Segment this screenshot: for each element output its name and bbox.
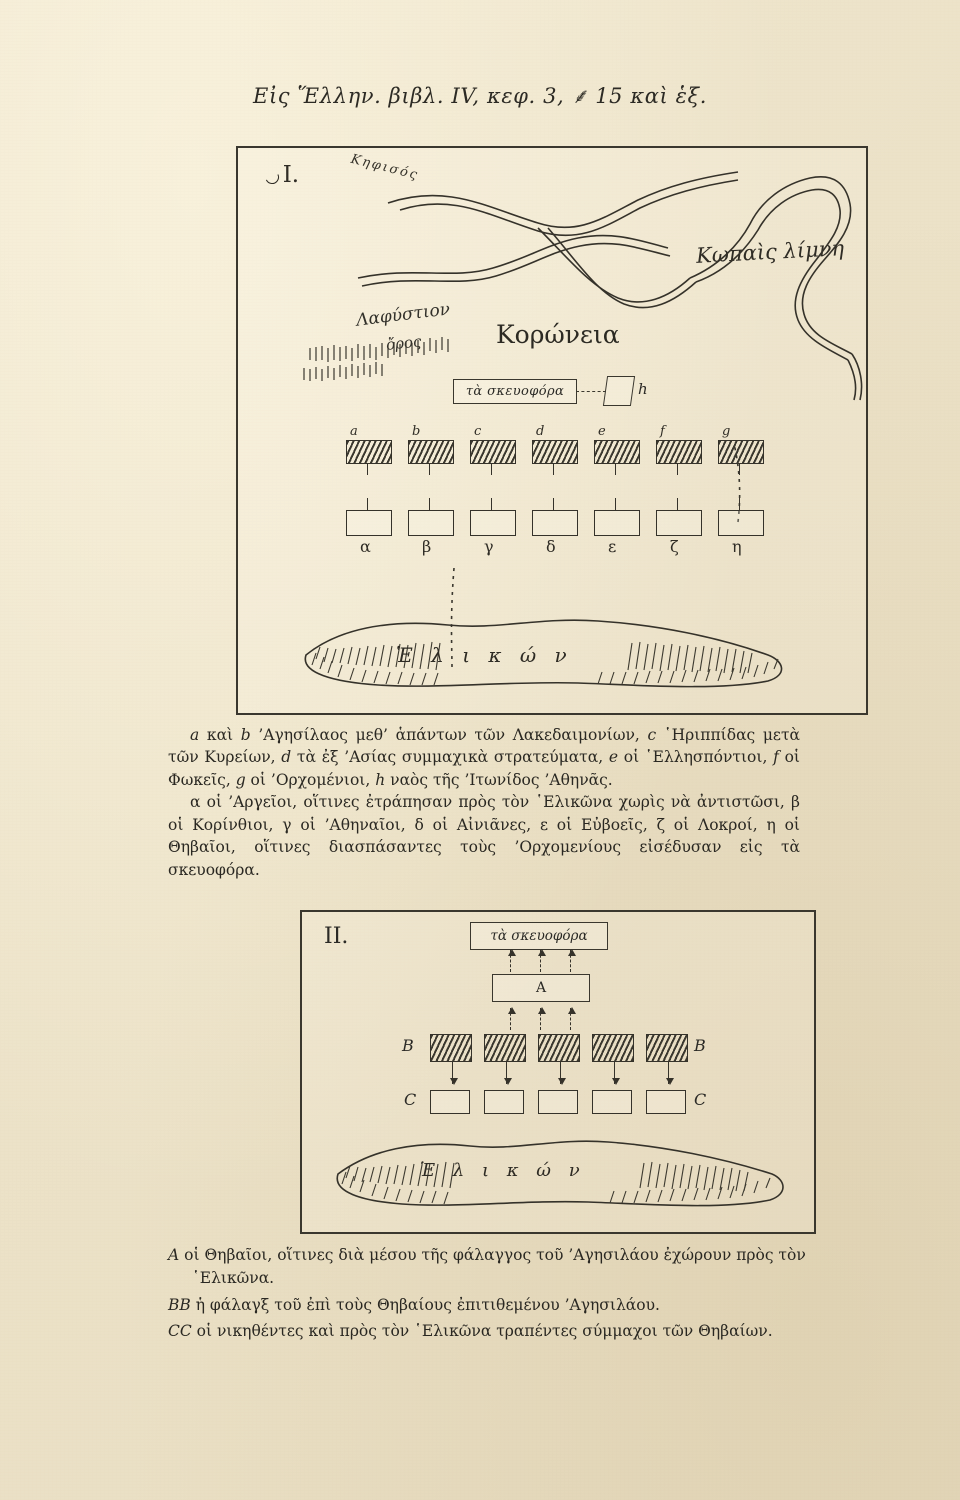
caption-paragraph-2 xyxy=(168,791,800,881)
unit-block xyxy=(408,424,454,464)
spartan-units-row xyxy=(346,424,766,470)
caption-text: οἱ ’Αργεῖοι, οἵτινες ἐτράπησαν πρὸς τὸν ῾Ελικῶνα χωρὶς νὰ ἀντιστῶσι, xyxy=(200,793,792,812)
caption-text: ναὸς τῆς ’Ιτωνίδος ’Αθηνᾶς. xyxy=(385,770,613,789)
unit-block xyxy=(430,1034,472,1062)
caption-key-text: οἱ νικηθέντες καὶ πρὸς τὸν ῾Ελικῶνα τραπέντες σύμμαχοι τῶν Θηβαίων. xyxy=(191,1321,773,1340)
caption-key-label: e xyxy=(608,748,619,767)
defeated-label-c-right: C xyxy=(694,1090,707,1109)
figure-1-number: ◡I. xyxy=(260,162,300,190)
unit-label: b xyxy=(412,424,421,439)
arrow-b-right xyxy=(570,1008,571,1030)
arrow-c-1 xyxy=(452,1062,453,1084)
unit-label: β xyxy=(422,537,432,556)
unit-block xyxy=(346,510,392,556)
unit-label: ε xyxy=(608,537,617,556)
baggage-train-box-2: τὰ σκευοφόρα xyxy=(470,922,608,950)
caption-key-label: b xyxy=(240,726,251,744)
figure-1-caption xyxy=(168,724,800,881)
caption-text: οἱ Λοκροί, xyxy=(664,815,767,834)
caption-text: ε xyxy=(539,815,548,834)
caption-key-text: οἱ Θηβαῖοι, οἵτινες διὰ μέσου τῆς φάλαγγος τοῦ ’Αγησιλάου ἐχώρουν πρὸς τὸν ῾Ελικῶνα. xyxy=(179,1246,806,1288)
river-kifisos-label: Κηφισός xyxy=(349,151,421,184)
arrow-c-5 xyxy=(668,1062,669,1084)
caption-key-label: CC xyxy=(168,1321,192,1340)
baggage-train-box-1: τὰ σκευοφόρα xyxy=(453,379,577,404)
caption-key-label: h xyxy=(375,770,386,789)
phalanx-label-b-right: B xyxy=(694,1036,706,1055)
unit-stem xyxy=(615,463,616,475)
arrow-c-4 xyxy=(614,1062,615,1084)
lake-kopais-label: Κωπαὶς λίμνη xyxy=(695,236,845,268)
caption-text: οἱ ῾Ελλησπόντιοι, xyxy=(618,748,774,767)
unit-label: f xyxy=(660,424,665,439)
arrow-a-center xyxy=(540,950,541,972)
unit-label: γ xyxy=(484,537,494,556)
arrow-a-left xyxy=(510,950,511,972)
mount-laphystion-label: Λαφύστιον xyxy=(355,299,452,331)
caption-line xyxy=(168,1294,808,1317)
caption-text: ῾Ηριππίδας μετὰ τῶν Κυρείων, xyxy=(168,726,800,767)
figure-2-caption xyxy=(168,1244,808,1346)
unit-block xyxy=(470,424,516,464)
caption-key-label: d xyxy=(281,748,292,767)
caption-text: τὰ ἐξ ’Ασίας συμμαχικὰ στρατεύματα, xyxy=(291,748,609,767)
mount-laphystion-sublabel: ὄρος xyxy=(385,332,423,354)
caption-text: οἱ ’Αθηναῖοι, xyxy=(291,815,415,834)
unit-block xyxy=(592,1090,632,1114)
caption-text: οἱ Εὐβοεῖς, xyxy=(547,815,657,834)
unit-block xyxy=(484,1034,526,1062)
unit-stem xyxy=(367,498,368,511)
unit-block xyxy=(346,424,392,464)
unit-block xyxy=(646,1034,688,1062)
unit-label: g xyxy=(722,424,731,439)
unit-block xyxy=(718,510,764,556)
unit-stem xyxy=(429,463,430,475)
allied-units-row xyxy=(346,510,766,558)
arrow-a-right xyxy=(570,950,571,972)
phalanx-row-b xyxy=(430,1034,686,1060)
arrow-c-3 xyxy=(560,1062,561,1084)
caption-text: οἱ Θηβαῖοι, οἵτινες διασπάσαντες τοὺς ’Ορχομενίους εἰσέδυσαν εἰς τὰ σκευοφόρα. xyxy=(168,815,800,879)
figure-1 xyxy=(236,146,868,715)
phalanx-label-b-left: B xyxy=(402,1036,414,1055)
unit-stem xyxy=(429,498,430,511)
defeated-label-c-left: C xyxy=(404,1090,417,1109)
unit-block xyxy=(646,1090,686,1114)
caption-key-label: c xyxy=(647,726,657,744)
caption-key-label: a xyxy=(190,726,200,744)
caption-text: η xyxy=(766,815,776,834)
unit-block xyxy=(718,424,764,464)
unit-stem xyxy=(677,463,678,475)
caption-text: καὶ xyxy=(199,726,241,744)
caption-text: δ xyxy=(414,815,424,834)
unit-stem xyxy=(491,463,492,475)
unit-label: δ xyxy=(546,537,556,556)
unit-block xyxy=(408,510,454,556)
caption-text: οἱ Αἰνιᾶνες, xyxy=(423,815,540,834)
unit-label: α xyxy=(360,537,371,556)
unit-block xyxy=(594,424,640,464)
unit-block xyxy=(532,424,578,464)
city-koroneia-label: Κορώνεια xyxy=(496,320,620,349)
caption-key-label: f xyxy=(773,748,779,767)
unit-block xyxy=(656,424,702,464)
caption-key-text: ἡ φάλαγξ τοῦ ἐπὶ τοὺς Θηβαίους ἐπιτιθεμένου ’Αγησιλάου. xyxy=(190,1295,660,1314)
caption-text: γ xyxy=(282,815,292,834)
unit-block xyxy=(538,1034,580,1062)
caption-text: α xyxy=(190,793,201,812)
unit-stem xyxy=(615,498,616,511)
unit-stem xyxy=(553,498,554,511)
mount-helikon-label-1: Ἑ λ ι κ ώ ν xyxy=(396,643,573,667)
arrow-b-left xyxy=(510,1008,511,1030)
unit-label: a xyxy=(350,424,358,439)
caption-text: οἱ Φωκεῖς, xyxy=(168,748,801,789)
figure-2 xyxy=(300,910,816,1234)
arrow-b-center xyxy=(540,1008,541,1030)
caption-text: οἱ Κορίνθιοι, xyxy=(168,815,283,834)
unit-stem xyxy=(367,463,368,475)
unit-block xyxy=(470,510,516,556)
unit-stem xyxy=(739,463,740,475)
unit-label: η xyxy=(732,537,742,556)
caption-key-label: A xyxy=(168,1246,180,1264)
caption-paragraph-1 xyxy=(168,724,800,791)
unit-block xyxy=(656,510,702,556)
unit-block xyxy=(538,1090,578,1114)
unit-block xyxy=(484,1090,524,1114)
caption-line xyxy=(168,1320,808,1343)
unit-block xyxy=(430,1090,470,1114)
caption-key-label: g xyxy=(235,770,246,789)
caption-key-label: BB xyxy=(168,1295,191,1314)
caption-line xyxy=(168,1244,808,1291)
unit-label: ζ xyxy=(670,537,679,556)
defeated-row-c xyxy=(430,1090,686,1114)
caption-text: ζ xyxy=(656,815,665,834)
figure-2-number: II. xyxy=(324,924,349,949)
caption-text: ’Αγησίλαος μεθ’ ἁπάντων τῶν Λακεδαιμονίων, xyxy=(250,726,648,744)
caption-text: β xyxy=(791,793,800,812)
unit-stem xyxy=(553,463,554,475)
running-header: Εἰς Ἕλλην. βιβλ. IV, κεφ. 3, ⸙ 15 καὶ ἑξ. xyxy=(253,84,707,108)
unit-stem xyxy=(677,498,678,511)
temple-symbol xyxy=(603,376,635,406)
theban-column-box-a: A xyxy=(492,974,590,1002)
mount-helikon-label-2: Ἑ λ ι κ ώ ν xyxy=(420,1160,586,1181)
baggage-to-temple-connector xyxy=(576,391,606,392)
arrow-c-2 xyxy=(506,1062,507,1084)
caption-text: οἱ ’Ορχομένιοι, xyxy=(245,770,376,789)
unit-block xyxy=(594,510,640,556)
unit-label: d xyxy=(536,424,545,439)
unit-label: e xyxy=(598,424,606,439)
temple-label: h xyxy=(638,380,648,398)
unit-block xyxy=(532,510,578,556)
unit-stem xyxy=(739,498,740,511)
unit-label: c xyxy=(474,424,482,439)
unit-block xyxy=(592,1034,634,1062)
figure-1-arc-mark: ◡ xyxy=(260,163,284,190)
unit-stem xyxy=(491,498,492,511)
